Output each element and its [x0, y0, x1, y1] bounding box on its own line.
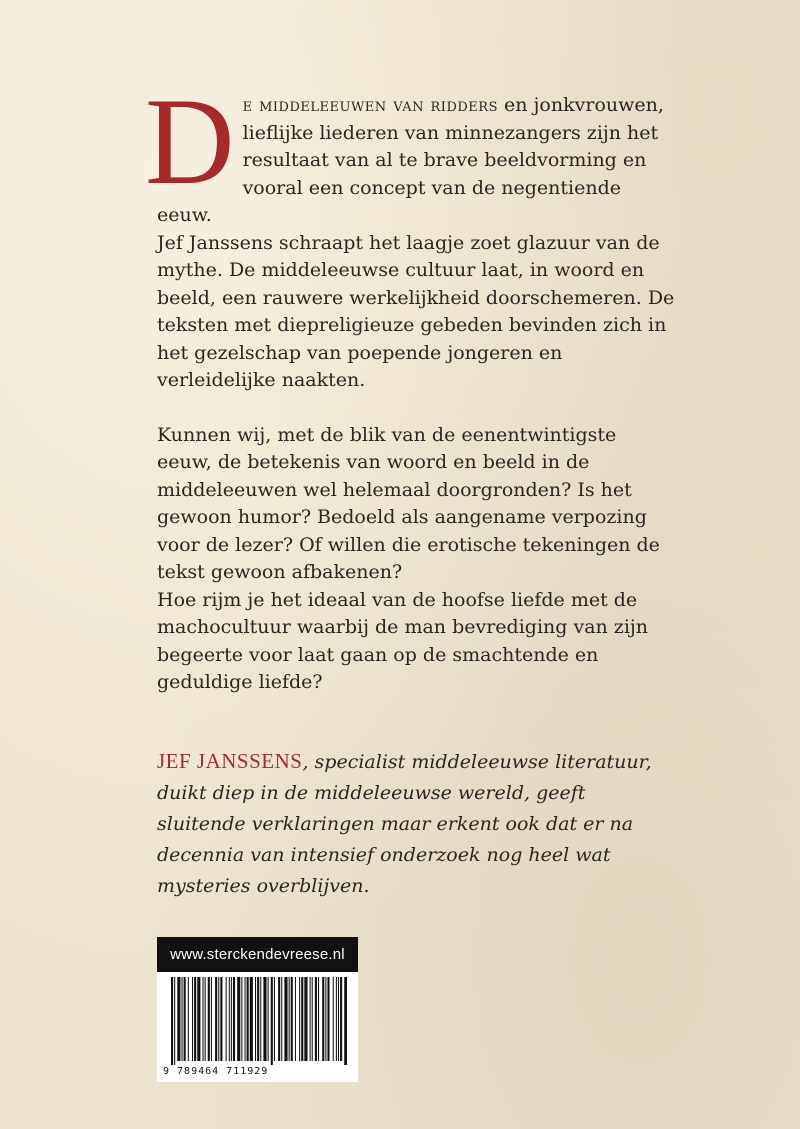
barcode-bar [233, 977, 235, 1061]
barcode-bar [344, 977, 347, 1065]
author-name: JEF JANSSENS [157, 749, 303, 773]
barcode-bar [263, 977, 266, 1061]
barcode-bar [250, 977, 253, 1061]
barcode-bar [174, 977, 175, 1065]
author-bio-text: , specialist middeleeuwse literatuur, duikt diep in de middeleeuwse wereld, geeft sluitende verklaringen maar erkent ook dat er na decennia van intensief onderzoek nog heel wat mysteries overblijven. [157, 751, 652, 897]
barcode-bar [237, 977, 240, 1061]
barcode-bar [257, 977, 259, 1061]
barcode-bar [226, 977, 227, 1061]
barcode-bar [271, 977, 273, 1065]
barcode-bar [241, 977, 242, 1061]
author-bio [157, 746, 677, 902]
blurb-paragraph-3: Kunnen wij, met de blik van de eenentwintigste eeuw, de betekenis van woord en beeld in de middeleeuwen wel helemaal doorgronden? Is het gewoon humor? Bedoeld als aangename verpozing voor de lezer? Of willen die erotische tekeningen de tekst gewoon afbakenen? [157, 423, 660, 583]
barcode-bar [325, 977, 326, 1061]
barcode-bar [304, 977, 307, 1061]
barcode-bar [194, 977, 196, 1061]
paragraph-gap [157, 395, 677, 422]
barcode-bar [291, 977, 293, 1061]
barcode-block [157, 937, 358, 1082]
barcode-bar [289, 977, 290, 1061]
barcode-icon [171, 977, 347, 1065]
lead-rest: en jonkvrouwen, lieflijke liederen van minnezangers zijn het resultaat van al te brave beeldvorming en vooral een concept van de negentiende eeuw. [157, 94, 664, 226]
barcode-bar [255, 977, 256, 1061]
isbn-digits: 9 789464 711929 [163, 1066, 269, 1077]
drop-cap: D [145, 73, 235, 210]
barcode-bar [284, 977, 287, 1061]
publisher-url: www.sterckendevreese.nl [157, 937, 358, 972]
barcode-bar [218, 977, 219, 1061]
blurb-paragraph-2: Jef Janssens schraapt het laagje zoet glazuur van de mythe. De middeleeuwse cultuur laat, in woord en beeld, een rauwere werkelijkheid doorschemeren. De teksten met diepreligieuze gebeden bevinden zich in het gezelschap van poepende jongeren en verleidelijke naakten. [157, 231, 675, 391]
barcode-bar [197, 977, 200, 1061]
barcode-bar [327, 977, 329, 1061]
blurb-text [145, 73, 677, 697]
lead-smallcaps: e middeleeuwen van ridders [242, 94, 498, 116]
barcode-bar [333, 977, 334, 1061]
barcode-bar [318, 977, 319, 1061]
barcode-bar [205, 977, 206, 1061]
barcode-bar [188, 977, 189, 1061]
barcode-bar [192, 977, 193, 1061]
barcode-bar [268, 977, 269, 1061]
barcode-bar [231, 977, 232, 1061]
barcode-bar [220, 977, 222, 1061]
barcode-bar [177, 977, 180, 1061]
barcode-bar [171, 977, 173, 1065]
barcode-bar [301, 977, 303, 1061]
barcode-bar [310, 977, 311, 1061]
barcode-bar [322, 977, 324, 1061]
barcode-bar [336, 977, 337, 1061]
barcode-bar [182, 977, 183, 1061]
barcode-bar [281, 977, 282, 1061]
barcode-bar [299, 977, 300, 1061]
barcode-bar [203, 977, 204, 1061]
barcode-bar [315, 977, 317, 1061]
barcode-bar [215, 977, 217, 1061]
barcode-bar [312, 977, 313, 1061]
barcode-bar [278, 977, 280, 1061]
barcode-bar [247, 977, 249, 1061]
barcode-bar [338, 977, 339, 1061]
blurb-paragraph-4: Hoe rijm je het ideaal van de hoofse liefde met de machocultuur waarbij de man bevrediging van zijn begeerte voor laat gaan op de smachtende en geduldige liefde? [157, 588, 649, 693]
barcode-bar [229, 977, 230, 1061]
barcode-bar [260, 977, 261, 1061]
barcode-bar [295, 977, 296, 1061]
barcode-bar [208, 977, 210, 1061]
barcode-bar [211, 977, 212, 1061]
barcode-bar [274, 977, 275, 1061]
barcode-bar [245, 977, 246, 1061]
barcode-bar [340, 977, 342, 1061]
barcode-bar [184, 977, 186, 1061]
